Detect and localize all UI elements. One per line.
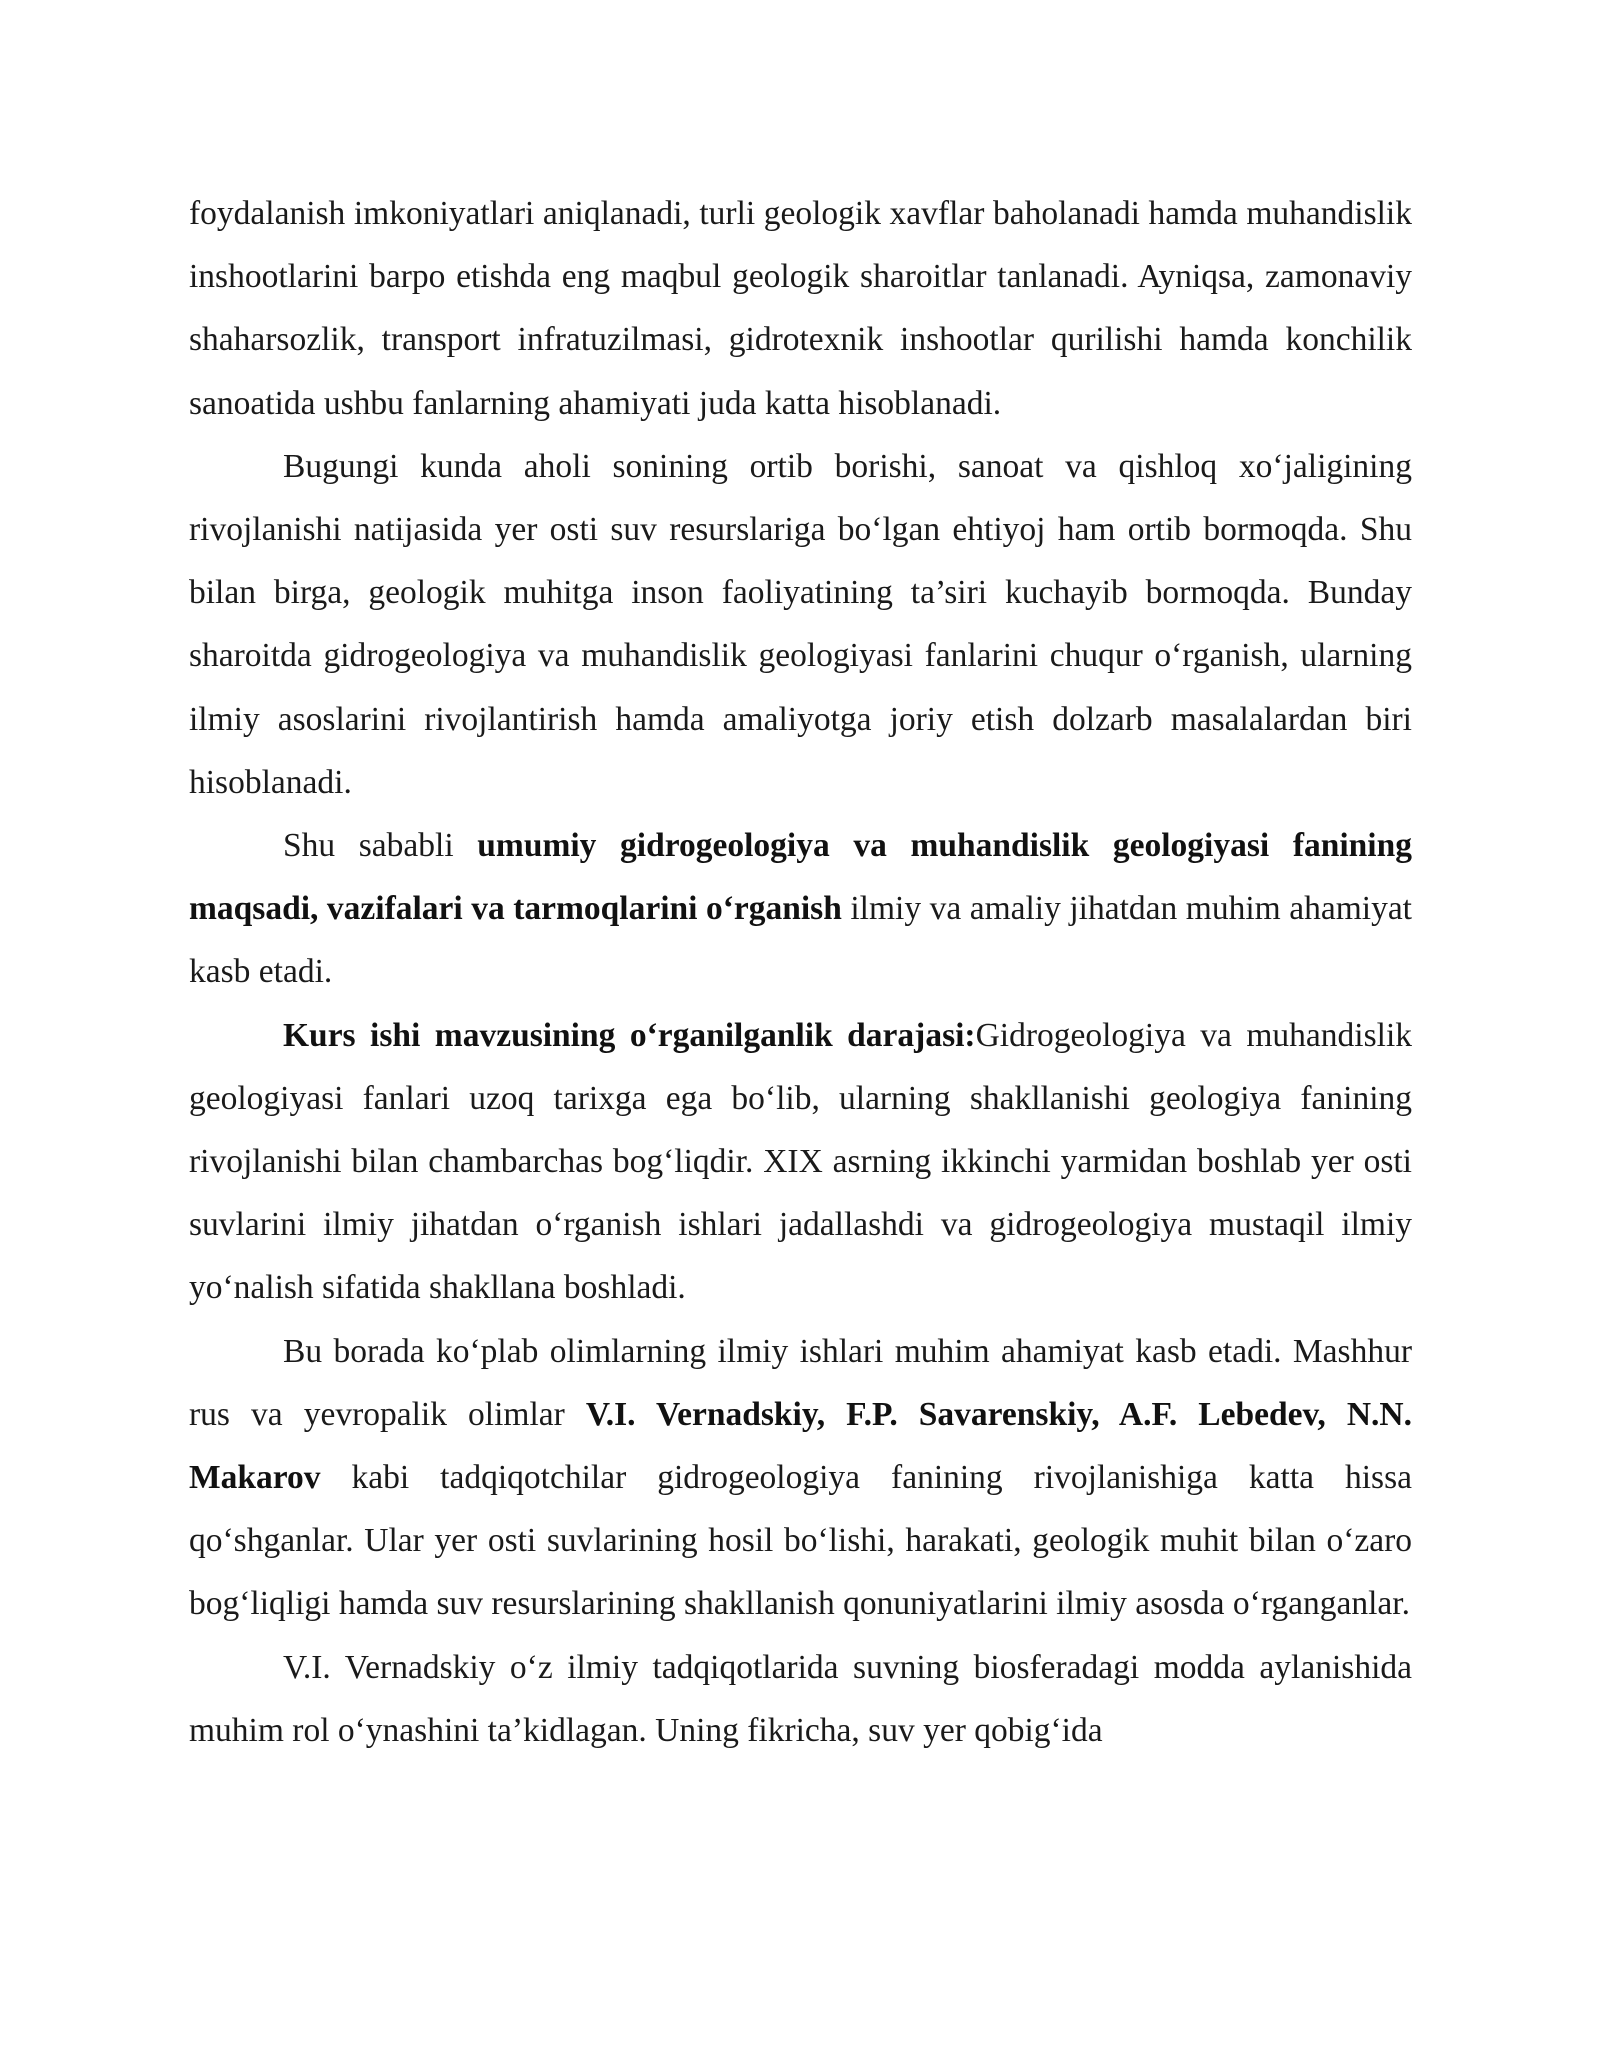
paragraph-relevance <box>189 814 1412 1004</box>
paragraph-text: Gidrogeologiya va muhandislik geologiyasi fanlari uzoq tarixga ega bo‘lib, ularning shakllanishi geologiya fanining rivojlanishi bilan chambarchas bog‘liqdir. XIX asrning ikkinchi yarmidan boshlab yer osti suvlarini ilmiy jihatdan o‘rganish ishlari jadallashdi va gidrogeologiya mustaqil ilmiy yo‘nalish sifatida shakllana boshladi. <box>189 1016 1413 1307</box>
paragraph-text: ilmiy va amaliy jihatdan muhim ahamiyat kasb etadi. <box>189 890 1412 991</box>
paragraph-current-needs <box>189 435 1412 814</box>
paragraph-text: Bugungi kunda aholi sonining ortib borishi, sanoat va qishloq xo‘jaligining rivojlanishi natijasida yer osti suv resurslariga bo‘lgan ehtiyoj ham ortib bormoqda. Shu bilan birga, geologik muhitga inson faoliyatining ta’siri kuchayib bormoqda. Bunday sharoitda gidrogeologiya va muhandislik geologiyasi fanlarini chuqur o‘rganish, ularning ilmiy asoslarini rivojlantirish hamda amaliyotga joriy etish dolzarb masalalardan biri hisoblanadi. <box>189 447 1412 801</box>
emphasized-topic: umumiy gidrogeologiya va muhandislik geologiyasi fanining maqsadi, vazifalari va tarmoqlarini o‘rganish <box>189 827 1412 928</box>
document-body <box>189 182 1412 1762</box>
paragraph-vernadskiy <box>189 1636 1412 1762</box>
paragraph-text: V.I. Vernadskiy o‘z ilmiy tadqiqotlarida suvning biosferadagi modda aylanishida muhim rol o‘ynashini ta’kidlagan. Uning fikricha, suv yer qobig‘ida <box>189 1648 1412 1749</box>
scientist-names: V.I. Vernadskiy, F.P. Savarenskiy, A.F. Lebedev, N.N. Makarov <box>189 1395 1412 1497</box>
paragraph-text: kabi tadqiqotchilar gidrogeologiya fanining rivojlanishiga katta hissa qo‘shganlar. Ular yer osti suvlarining hosil bo‘lishi, harakati, geologik muhit bilan o‘zaro bog‘liqligi hamda suv resurslarining shakllanish qonuniyatlarini ilmiy asosda o‘rganganlar. <box>189 1459 1412 1623</box>
paragraph-study-level <box>189 1004 1412 1320</box>
paragraph-scientists <box>189 1320 1412 1636</box>
paragraph-continued-intro <box>189 182 1412 435</box>
paragraph-text: foydalanish imkoniyatlari aniqlanadi, turli geologik xavflar baholanadi hamda muhandislik inshootlarini barpo etishda eng maqbul geologik sharoitlar tanlanadi. Ayniqsa, zamonaviy shaharsozlik, transport infratuzilmasi, gidrotexnik inshootlar qurilishi hamda konchilik sanoatida ushbu fanlarning ahamiyati juda katta hisoblanadi. <box>189 195 1412 422</box>
paragraph-text: Bu borada ko‘plab olimlarning ilmiy ishlari muhim ahamiyat kasb etadi. Mashhur rus va yevropalik olimlar <box>189 1332 1412 1433</box>
paragraph-text: Shu sababli <box>283 827 478 865</box>
section-heading-inline: Kurs ishi mavzusining o‘rganilganlik darajasi: <box>283 1016 976 1054</box>
